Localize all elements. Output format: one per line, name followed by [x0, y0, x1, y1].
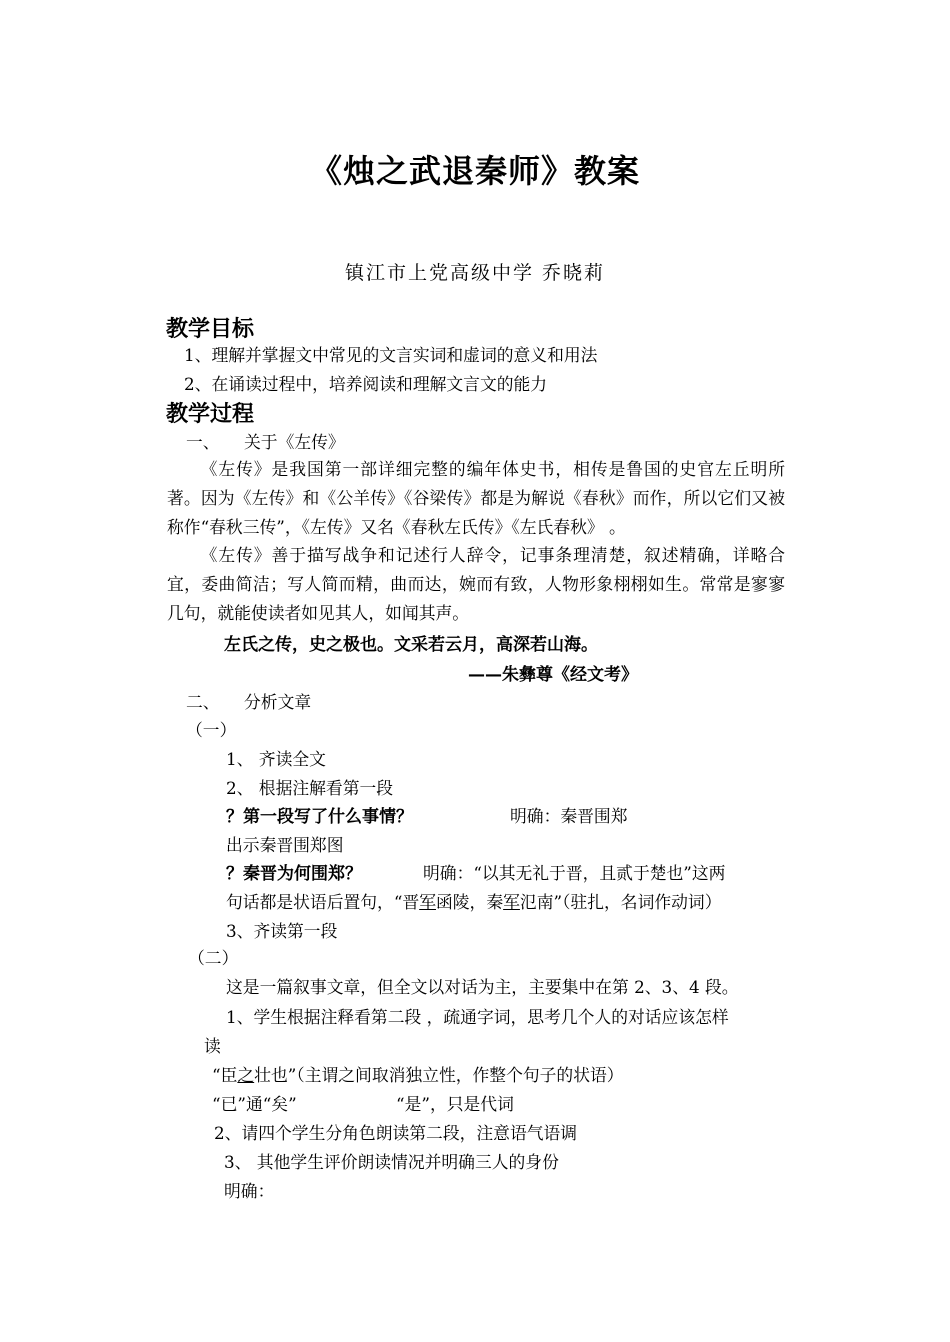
section1-title: 关于《左传》	[244, 432, 345, 452]
note1-post: 壮也”（主谓之间取消独立性，作整个句子的状语）	[254, 1065, 624, 1085]
underlined-word: 之	[237, 1065, 255, 1085]
underlined-word: 军	[503, 892, 520, 912]
answer-1: 明确：秦晋围郑	[510, 806, 628, 826]
show-map-line: 出示秦晋围郑图	[226, 835, 344, 855]
question-1: ？第一段写了什么事情？	[226, 807, 413, 827]
objective-item-2: 2、在诵读过程中，培养阅读和理解文言文的能力	[184, 374, 548, 394]
objective-item-1: 1、理解并掌握文中常见的文言实词和虚词的意义和用法	[184, 345, 598, 365]
quote-source: ——朱彝尊《经文考》	[468, 665, 638, 685]
part2-item1-line2: 读	[204, 1036, 221, 1056]
answer-2-line1: 明确：“以其无礼于晋，且贰于楚也”这两	[423, 863, 726, 883]
underlined-word: 军	[419, 892, 436, 912]
answer-2-line2-post: 氾南”（驻扎，名词作动词）	[519, 892, 722, 912]
note1-pre: “臣	[212, 1065, 238, 1085]
answer-2-line2-mid: 函陵，秦	[435, 892, 504, 912]
part2-note2b: “是”，只是代词	[396, 1094, 514, 1114]
question-2: ？秦晋为何围郑？	[226, 864, 362, 884]
zuozhuan-intro-paragraph: 《左传》是我国第一部详细完整的编年体史书，相传是鲁国的史官左丘明所著。因为《左传》和《公羊传》《谷梁传》都是为解说《春秋》而作，所以它们又被称作“春秋三传”，《左传》又名《春秋左氏传》《左氏春秋》 。	[167, 459, 785, 537]
part2-note1	[212, 1061, 624, 1089]
part1-label: （一）	[186, 720, 237, 740]
objectives-heading: 教学目标	[166, 317, 255, 342]
part2-item3: 3、 其他学生评价朗读情况并明确三人的身份	[224, 1152, 559, 1172]
part2-label: （二）	[188, 948, 239, 968]
quote: 左氏之传，史之极也。文采若云月，高深若山海。	[224, 635, 598, 655]
author-line: 镇江市上党高级中学 乔晓莉	[344, 262, 606, 284]
answer-2-line2-pre: 句话都是状语后置句，“晋	[226, 892, 420, 912]
section2-label: 二、	[186, 692, 220, 712]
page-title: 《烛之武退秦师》教案	[309, 152, 640, 190]
part1-step2: 2、 根据注解看第一段	[226, 778, 394, 798]
zuozhuan-style-paragraph: 《左传》善于描写战争和记述行人辞令，记事条理清楚，叙述精确，详略合宜，委曲简洁；写人简而精，曲而达，婉而有致，人物形象栩栩如生。常常是寥寥几句，就能使读者如见其人，如闻其声。	[167, 545, 785, 623]
part2-note2a: “已”通“矣”	[212, 1094, 297, 1114]
section1-label: 一、	[186, 432, 220, 452]
process-heading: 教学过程	[166, 402, 255, 427]
part2-intro: 这是一篇叙事文章，但全文以对话为主，主要集中在第 2、3、4 段。	[226, 977, 739, 997]
answer-2-line2	[226, 888, 721, 916]
section2-title: 分析文章	[244, 692, 312, 712]
part1-step1: 1、 齐读全文	[226, 749, 326, 769]
part2-item2: 2、请四个学生分角色朗读第二段，注意语气语调	[214, 1123, 578, 1143]
part2-clarify: 明确：	[224, 1181, 275, 1201]
part1-step3: 3、齐读第一段	[226, 921, 338, 941]
part2-item1-line1: 1、学生根据注释看第二段 ，疏通字词，思考几个人的对话应该怎样	[226, 1007, 729, 1027]
